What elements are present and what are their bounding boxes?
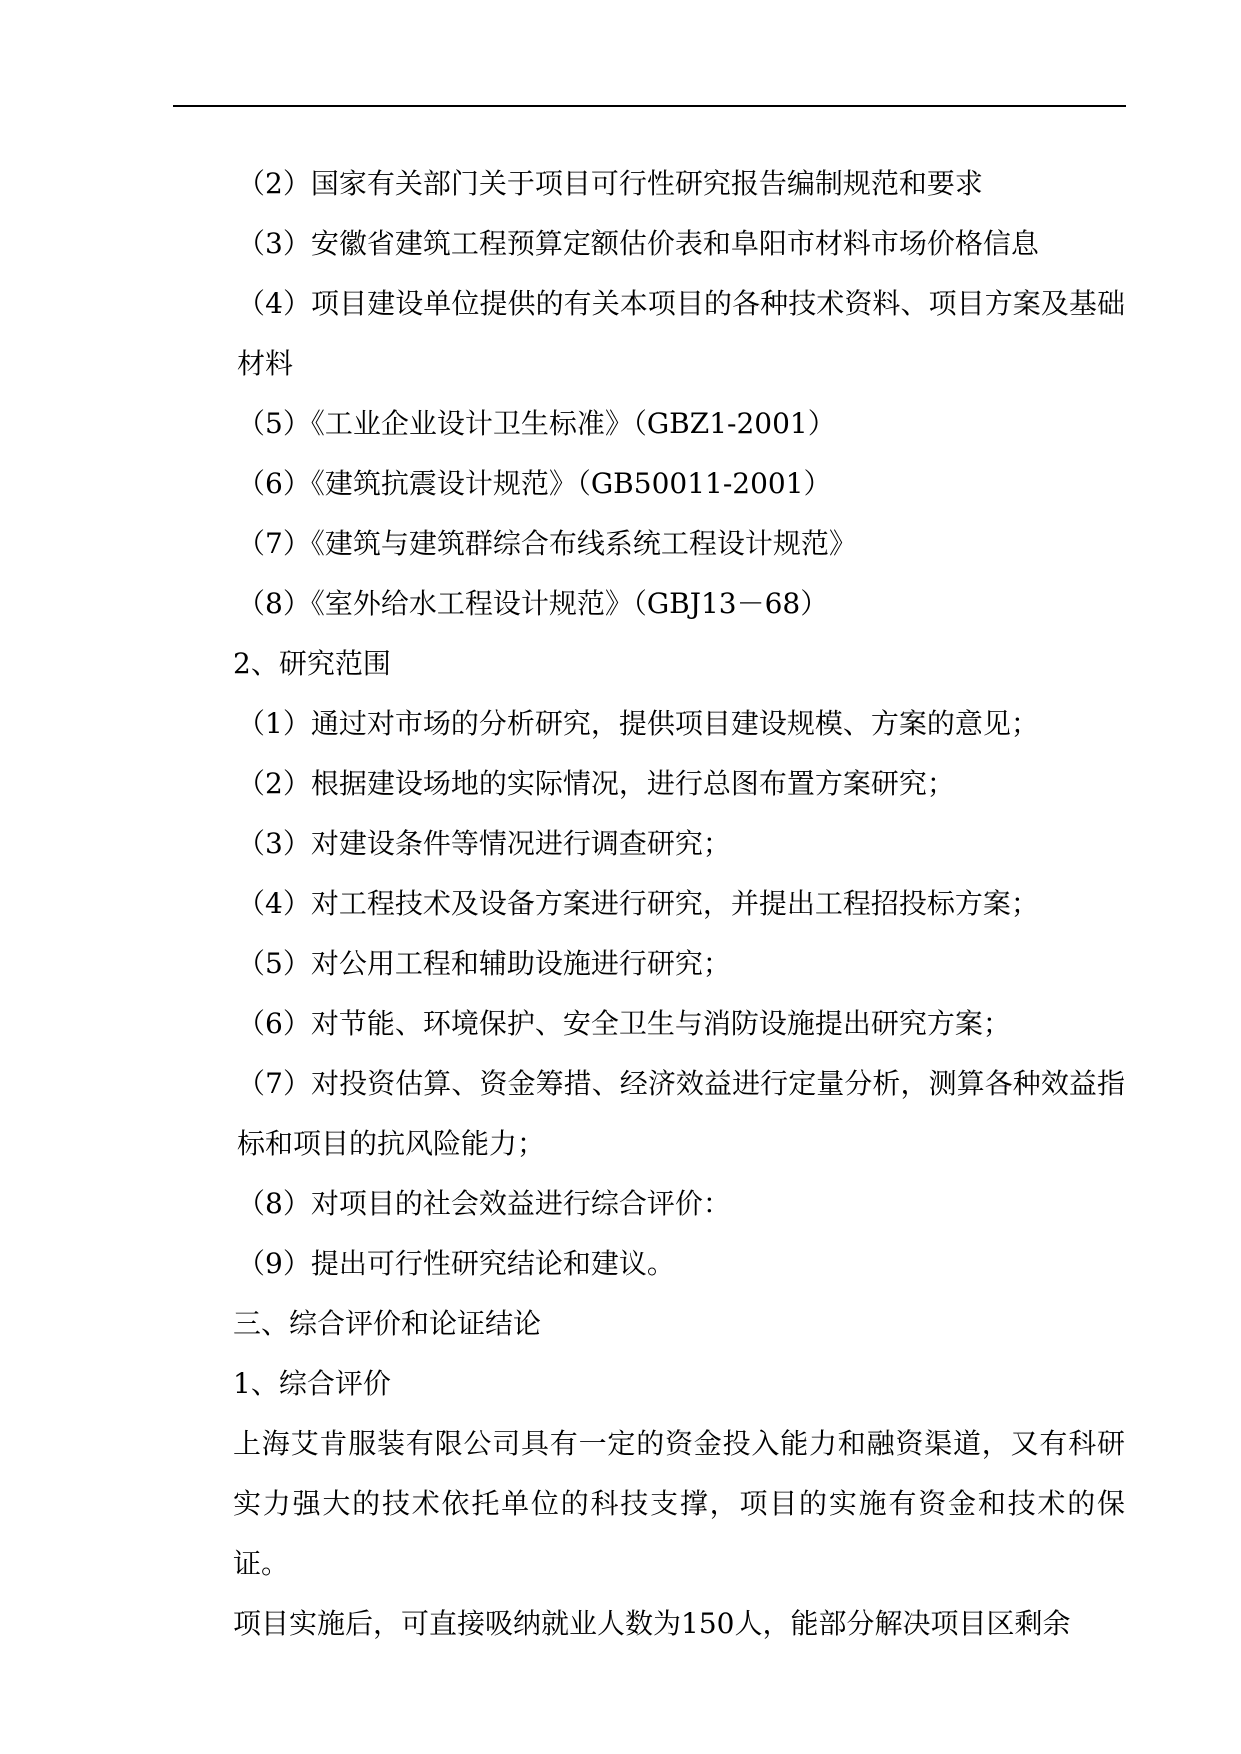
- header-rule: [173, 105, 1126, 107]
- paragraph: （5）对公用工程和辅助设施进行研究；: [237, 947, 731, 980]
- paragraph: （7）对投资估算、资金筹措、经济效益进行定量分析，测算各种效益指标和项目的抗风险能力；: [237, 1067, 1125, 1160]
- section-heading: 2、研究范围: [233, 647, 391, 680]
- paragraph: （3）对建设条件等情况进行调查研究；: [237, 827, 731, 860]
- paragraph: （4）项目建设单位提供的有关本项目的各种技术资料、项目方案及基础材料: [237, 287, 1125, 380]
- paragraph: （3）安徽省建筑工程预算定额估价表和阜阳市材料市场价格信息: [237, 227, 1039, 260]
- paragraph: （2）根据建设场地的实际情况，进行总图布置方案研究；: [237, 767, 955, 800]
- paragraph: （4）对工程技术及设备方案进行研究，并提出工程招投标方案；: [237, 887, 1039, 920]
- paragraph: （8）《室外给水工程设计规范》（GBJ13－68）: [237, 587, 829, 620]
- paragraph: （6）《建筑抗震设计规范》（GB50011-2001）: [237, 467, 832, 500]
- paragraph: （9）提出可行性研究结论和建议。: [237, 1247, 675, 1280]
- paragraph: （6）对节能、环境保护、安全卫生与消防设施提出研究方案；: [237, 1007, 1011, 1040]
- paragraph: （7）《建筑与建筑群综合布线系统工程设计规范》: [237, 527, 857, 560]
- document-body: [177, 154, 1125, 1654]
- section-heading: 1、综合评价: [233, 1367, 391, 1400]
- paragraph: （2）国家有关部门关于项目可行性研究报告编制规范和要求: [237, 167, 983, 200]
- chapter-heading: 三、综合评价和论证结论: [233, 1307, 542, 1340]
- paragraph: 上海艾肯服装有限公司具有一定的资金投入能力和融资渠道，又有科研实力强大的技术依托单位的科技支撑，项目的实施有资金和技术的保证。: [233, 1427, 1125, 1580]
- paragraph: （1）通过对市场的分析研究，提供项目建设规模、方案的意见；: [237, 707, 1039, 740]
- paragraph: 项目实施后，可直接吸纳就业人数为150人，能部分解决项目区剩余: [233, 1607, 1071, 1640]
- paragraph: （5）《工业企业设计卫生标准》（GBZ1-2001）: [237, 407, 836, 440]
- paragraph: （8）对项目的社会效益进行综合评价：: [237, 1187, 731, 1220]
